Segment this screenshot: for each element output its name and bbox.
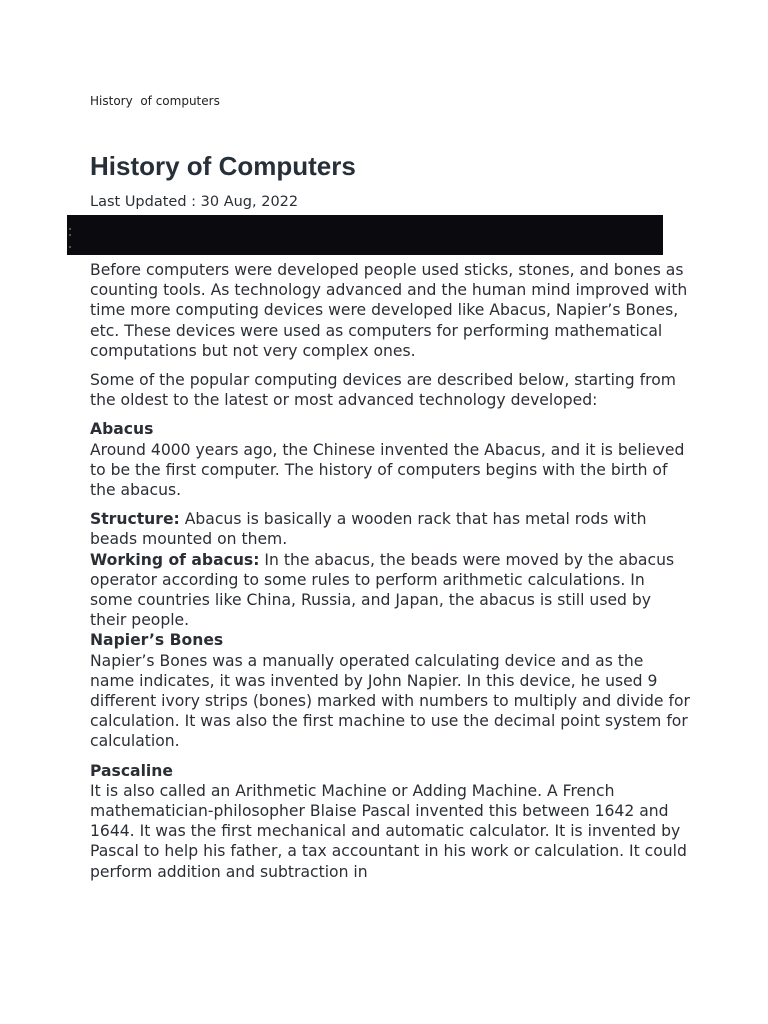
last-updated-text: Last Updated : 30 Aug, 2022 [90, 194, 299, 210]
bullet-icon [69, 234, 71, 236]
structure-text: Abacus is basically a wooden rack that has metal rods with beads mounted on them. [90, 510, 647, 549]
redacted-black-bar [67, 215, 663, 255]
section-heading-napier: Napier’s Bones [90, 631, 224, 650]
intro-paragraph: Before computers were developed people used sticks, stones, and bones as counting tools. As technology advanced and the human mind improved with time more computing devices were developed like Abacus, Napier’s Bones, etc. These devices were used as computers for performing mathematical computations but not very complex ones. [90, 261, 688, 360]
structure-label: Structure: [90, 510, 180, 529]
section-heading-pascaline: Pascaline [90, 761, 173, 780]
working-text: In the abacus, the beads were moved by the abacus operator according to some rules to perform arithmetic calculations. In some countries like China, Russia, and Japan, the abacus is still used by their people. [90, 550, 675, 630]
abacus-working-paragraph [90, 550, 690, 631]
napier-paragraph: Napier’s Bones was a manually operated calculating device and as the name indicates, it was invented by John Napier. In this device, he used 9 different ivory strips (bones) marked with numbers to multiply and divide for calculation. It was also the first machine to use the decimal point system for calculation. [90, 651, 690, 751]
bullet-icon [69, 228, 71, 230]
working-label: Working of abacus: [90, 550, 260, 569]
running-header: History of computers [90, 94, 220, 108]
page-title: History of Computers [90, 151, 356, 181]
article-body [90, 260, 690, 882]
section-heading-abacus: Abacus [90, 420, 154, 439]
abacus-structure-paragraph [90, 509, 690, 549]
bullet-icon [69, 246, 71, 248]
abacus-paragraph: Around 4000 years ago, the Chinese invented the Abacus, and it is believed to be the first computer. The history of computers begins with the birth of the abacus. [90, 440, 685, 500]
intro-paragraph: Some of the popular computing devices are described below, starting from the oldest to the latest or most advanced technology developed: [90, 371, 676, 410]
pascaline-paragraph: It is also called an Arithmetic Machine or Adding Machine. A French mathematician-philosopher Blaise Pascal invented this between 1642 and 1644. It was the first mechanical and automatic calculator. It is invented by Pascal to help his father, a tax accountant in his work or calculation. It could perform addition and subtraction in [90, 781, 687, 881]
